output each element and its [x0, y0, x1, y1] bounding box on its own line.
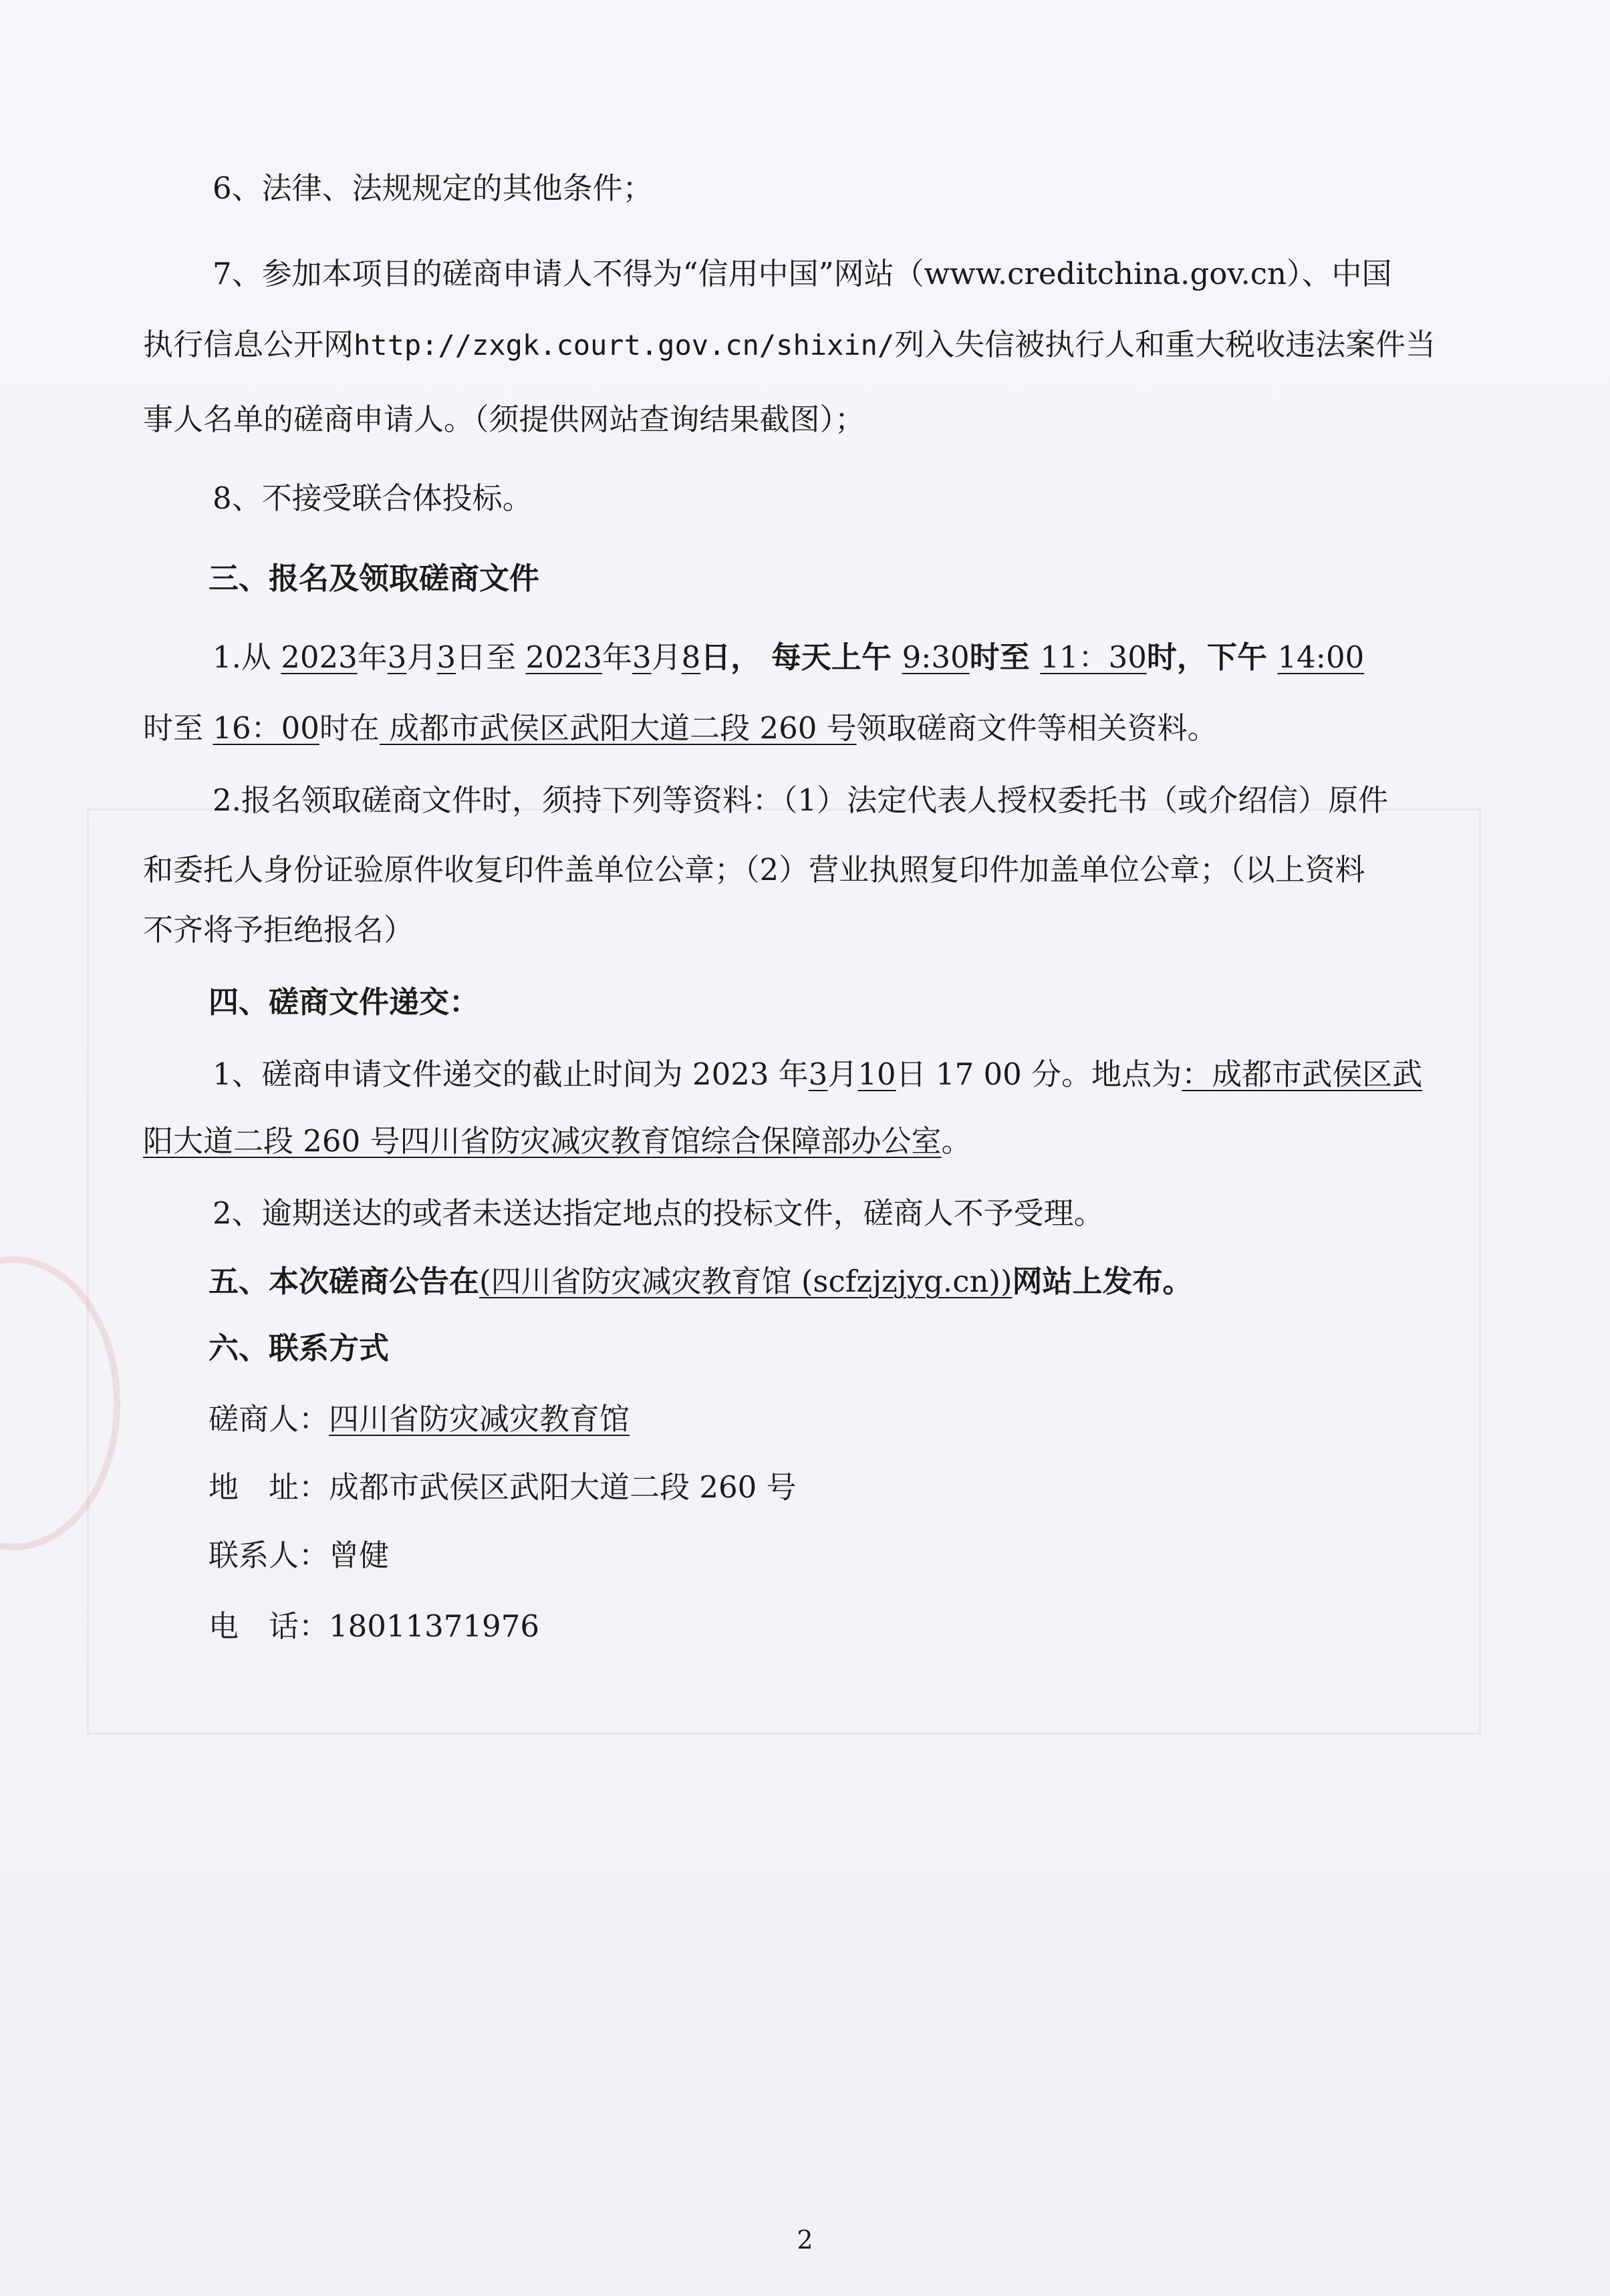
submission-deadline-line2: 阳大道二段 260 号四川省防灾减灾教育馆综合保障部办公室。 [143, 1123, 972, 1159]
section-6-heading: 六、联系方式 [209, 1330, 390, 1366]
registration-docs-line2: 和委托人身份证验原件收复印件盖单位公章；（2）营业执照复印件加盖单位公章；（以上资料 [143, 852, 1365, 887]
section-5-heading: 五、本次磋商公告在(四川省防灾减灾教育馆 (scfzjzjyg.cn))网站上发布。 [209, 1264, 1193, 1299]
clause-6: 6、法律、法规规定的其他条件； [213, 170, 653, 206]
contact-organizer: 磋商人：四川省防灾减灾教育馆 [209, 1401, 630, 1437]
registration-docs-line1: 2.报名领取磋商文件时，须持下列等资料：（1）法定代表人授权委托书（或介绍信）原件 [213, 782, 1389, 818]
registration-time-line2: 时至 16：00时在 成都市武侯区武阳大道二段 260 号领取磋商文件等相关资料。 [143, 710, 1218, 746]
zxgk-url: http://zxgk.court.gov.cn/shixin/ [354, 329, 895, 362]
clause-7-line2: 执行信息公开网http://zxgk.court.gov.cn/shixin/列入失信被执行人和重大税收违法案件当 [143, 327, 1436, 362]
contact-phone: 电 话：18011371976 [209, 1608, 539, 1644]
clause-7-line3: 事人名单的磋商申请人。（须提供网站查询结果截图）； [143, 402, 865, 437]
clause-8: 8、不接受联合体投标。 [213, 480, 533, 516]
late-submission-note: 2、逾期送达的或者未送达指定地点的投标文件，磋商人不予受理。 [213, 1195, 1104, 1231]
publication-site-link[interactable]: (四川省防灾减灾教育馆 (scfzjzjyg.cn)) [479, 1264, 1013, 1299]
section-4-heading: 四、磋商文件递交： [209, 984, 480, 1020]
page-number: 2 [797, 2225, 813, 2255]
contact-person: 联系人：曾健 [209, 1538, 390, 1573]
registration-time-line1: 1.从 2023年3月3日至 2023年3月8日， 每天上午 9:30时至 11：30时，下午 14:00 [213, 639, 1365, 675]
submission-deadline-line1: 1、磋商申请文件递交的截止时间为 2023 年3月10日 17 00 分。地点为：成都市武侯区武 [213, 1056, 1423, 1092]
registration-docs-line3: 不齐将予拒绝报名） [143, 912, 414, 948]
contact-address: 地 址：成都市武侯区武阳大道二段 260 号 [209, 1469, 797, 1505]
section-3-heading: 三、报名及领取磋商文件 [209, 561, 540, 596]
clause-7-line1: 7、参加本项目的磋商申请人不得为“信用中国”网站（www.creditchina.gov.cn）、中国 [213, 256, 1392, 291]
